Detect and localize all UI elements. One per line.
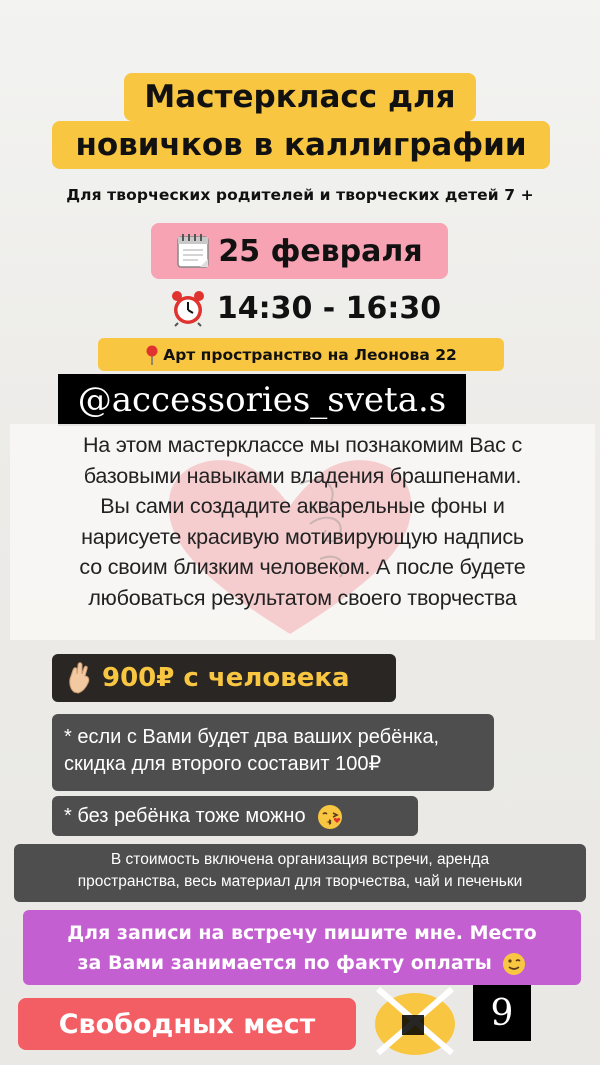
- description-line: Вы сами создадите акварельные фоны и: [100, 494, 505, 518]
- free-spots-badge: Свободных мест: [18, 998, 356, 1050]
- date-badge: [151, 223, 448, 279]
- signup-cta: [23, 910, 581, 985]
- title-line-2: новичков в каллиграфии: [52, 121, 550, 169]
- description-line: базовыми навыками владения брашпенами.: [83, 463, 522, 488]
- description-panel: [10, 424, 595, 640]
- time-text: 14:30 - 16:30: [216, 290, 442, 326]
- description-line: На этом мастерклассе мы познакомим Вас с: [82, 433, 523, 457]
- price-badge: [52, 654, 396, 702]
- date-text: 25 февраля: [218, 233, 423, 269]
- title-line-1: Мастеркласс для: [124, 73, 476, 121]
- alarm-clock-icon: [169, 289, 207, 327]
- description-line: любоваться результатом своего творчества: [88, 585, 517, 610]
- included-note-line: В стоимость включена организация встречи, аренда: [110, 851, 490, 868]
- free-spots-count: 9: [473, 985, 531, 1041]
- kiss-face-icon: [317, 804, 343, 830]
- instagram-handle[interactable]: @accessories_sveta.s: [58, 374, 466, 426]
- cta-line: за Вами занимается по факту оплаты: [77, 952, 492, 974]
- included-note-line: пространства, весь материал для творчества, чай и печеньки: [77, 873, 523, 890]
- place-badge: [98, 338, 504, 371]
- description-text: [10, 430, 595, 613]
- place-text: Арт пространство на Леонова 22: [163, 345, 457, 364]
- time-row: [150, 283, 460, 333]
- discount-note-line: скидка для второго составит 100₽: [64, 753, 382, 775]
- pin-icon: [145, 345, 159, 365]
- description-line: со своим близким человеком. А после будете: [79, 555, 526, 579]
- wink-face-icon: [502, 952, 526, 976]
- description-line: нарисуете красивую мотивирующую надпись: [81, 524, 524, 549]
- price-text: 900₽ с человека: [102, 663, 350, 693]
- discount-note-line: * если с Вами будет два ваших ребёнка,: [64, 726, 440, 748]
- title-block: [52, 73, 550, 173]
- hand-icon: [66, 662, 92, 694]
- no-child-note-text: * без ребёнка тоже можно: [64, 805, 306, 827]
- cta-line-2: [23, 948, 581, 978]
- crossed-out-circle-icon: [372, 985, 458, 1057]
- subtitle: Для творческих родителей и творческих детей 7 +: [66, 186, 534, 204]
- calendar-icon: [176, 233, 210, 269]
- no-child-note: [52, 796, 418, 836]
- included-note: [14, 844, 586, 902]
- discount-note: [52, 714, 494, 791]
- cta-line: Для записи на встречу пишите мне. Место: [67, 922, 537, 944]
